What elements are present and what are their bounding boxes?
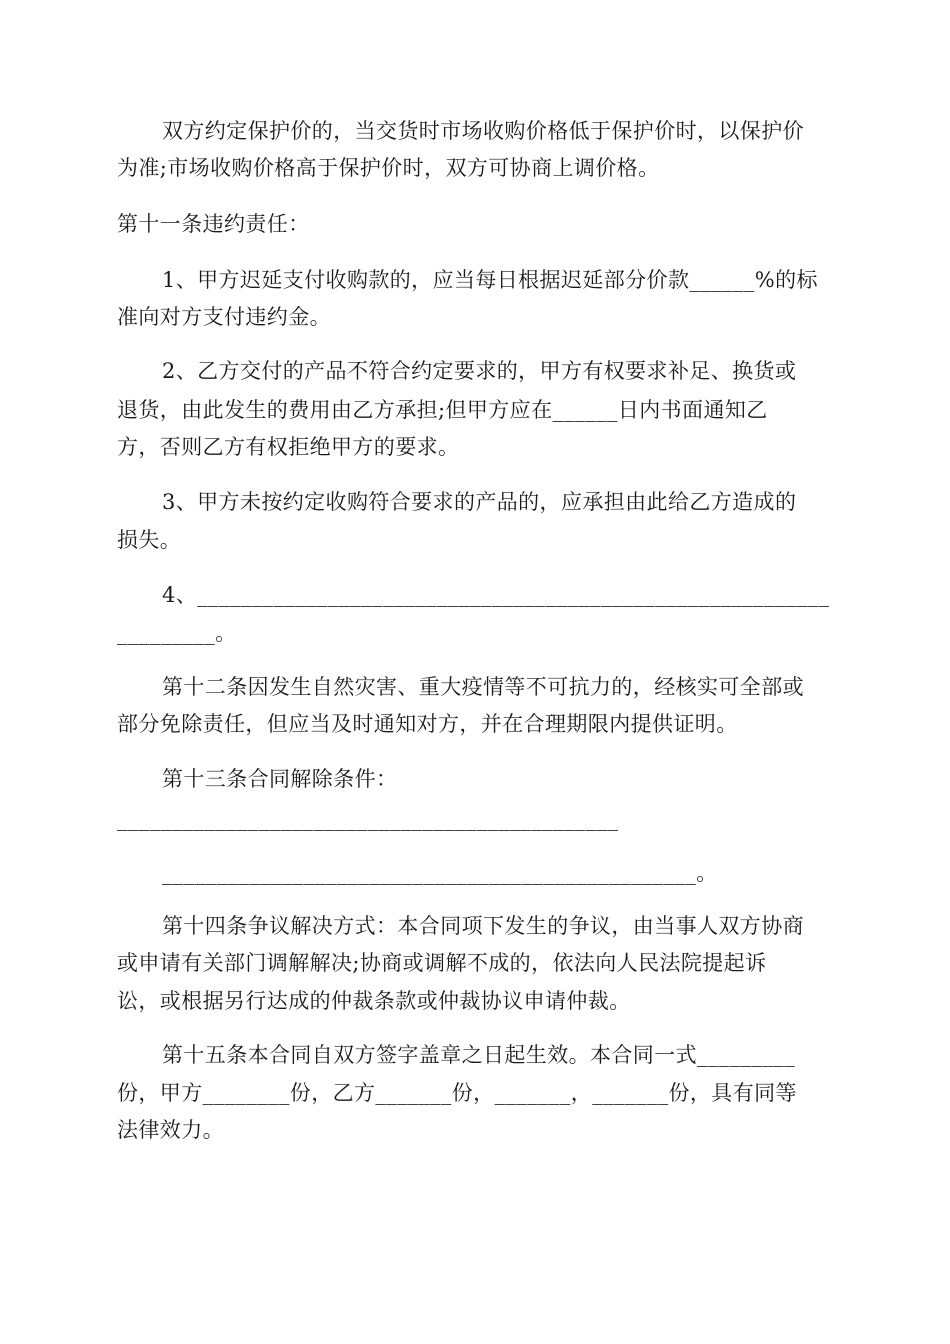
clause-11-1-line-1: 1、甲方迟延支付收购款的，应当每日根据迟延部分价款______%的标 (162, 268, 818, 292)
paragraph-protection-price-line-1: 双方约定保护价的，当交货时市场收购价格低于保护价时，以保护价 (162, 119, 804, 143)
article-15-line-3: 法律效力。 (117, 1118, 224, 1142)
article-15-line-1: 第十五条本合同自双方签字盖章之日起生效。本合同一式_________ (162, 1043, 796, 1067)
article-11-heading: 第十一条违约责任： (117, 212, 310, 236)
clause-11-2-line-3: 方，否则乙方有权拒绝甲方的要求。 (117, 435, 460, 459)
clause-11-2-line-1: 2、乙方交付的产品不符合约定要求的，甲方有权要求补足、换货或 (162, 359, 797, 383)
clause-11-3-line-1: 3、甲方未按约定收购符合要求的产品的，应承担由此给乙方造成的 (162, 490, 797, 514)
article-12-line-2: 部分免除责任，但应当及时通知对方，并在合理期限内提供证明。 (117, 712, 738, 736)
article-14-line-3: 讼，或根据另行达成的仲裁条款或仲裁协议申请仲裁。 (117, 989, 631, 1013)
article-15-line-2: 份，甲方________份，乙方_______份，_______，_______份，具有同等 (117, 1081, 797, 1105)
paragraph-protection-price-line-2: 为准;市场收购价格高于保护价时，双方可协商上调价格。 (117, 156, 660, 180)
article-14-line-1: 第十四条争议解决方式：本合同项下发生的争议，由当事人双方协商 (162, 914, 804, 938)
clause-11-3-line-2: 损失。 (117, 528, 182, 552)
article-13-blank-line-1: ______________________________________________ (117, 807, 619, 831)
article-13-heading: 第十三条合同解除条件： (162, 767, 398, 791)
article-14-line-2: 或申请有关部门调解解决;协商或调解不成的，依法向人民法院提起诉 (117, 951, 767, 975)
clause-11-2-line-2: 退货，由此发生的费用由乙方承担;但甲方应在______日内书面通知乙 (117, 398, 768, 422)
clause-11-4-line-2: _________。 (117, 621, 237, 645)
clause-11-1-line-2: 准向对方支付违约金。 (117, 305, 331, 329)
article-12-line-1: 第十二条因发生自然灾害、重大疫情等不可抗力的，经核实可全部或 (162, 675, 804, 699)
article-13-blank-line-2: _________________________________________________。 (162, 861, 718, 885)
clause-11-4-line-1: 4、__________________________________________________________ (162, 583, 830, 607)
